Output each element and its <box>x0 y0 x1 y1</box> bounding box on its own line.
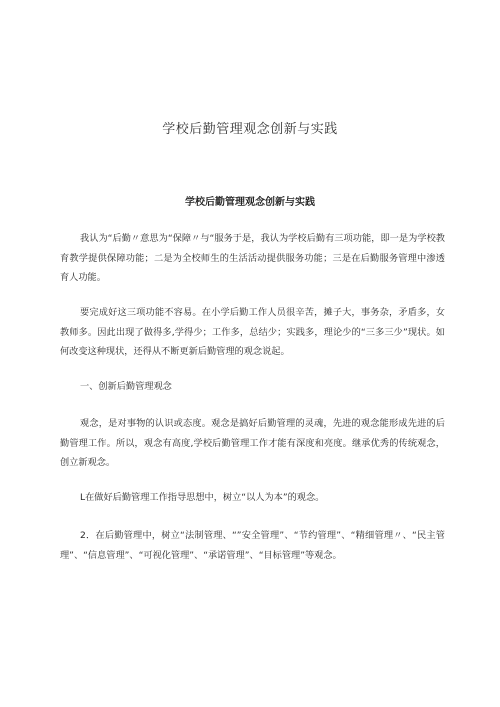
paragraph-concept-definition: 观念，是对事物的认识或态度。观念是搞好后勤管理的灵魂，先进的观念能形成先进的后勤管理工作。所以，观念有高度,学校后勤管理工作才能有深度和亮度。继承优秀的传统观念，创立新观念。 <box>60 418 445 468</box>
list-item-management-concepts: 2．在后勤管理中，树立“法制管理、“”安全管理”、“节约管理”、“精细管理〃、“民主管理”、“信息管理”、“可视化管理”、“承诺管理”、“目标管理”等观念。 <box>60 530 445 561</box>
list-item-people-oriented: L在做好后勤管理工作指导思想中，树立“以人为本”的观念。 <box>80 492 325 503</box>
document-title: 学校后勤管理观念创新与实践 <box>162 122 338 137</box>
heading-innovate-concepts: 一、创新后勤管理观念 <box>80 381 172 392</box>
section-title: 学校后勤管理观念创新与实践 <box>185 197 315 208</box>
paragraph-functions: 我认为“后勤〃意思为“保障〃与“服务于是，我认为学校后勤有三项功能，即一是为学校教育教学提供保障功能；二是为全校师生的生活活动提供服务功能；三是在后勤服务管理中渗透育人功能。 <box>60 233 445 283</box>
paragraph-challenges: 要完成好这三项功能不容易。在小学后勤工作人员很辛苦，摊子大，事务杂，矛盾多，女教师多。因此出现了做得多,学得少；工作多，总结少；实践多，理论少的“三多三少”现状。如何改变这种现状，还得从不断更新后勤管理的观念说起。 <box>60 307 445 357</box>
